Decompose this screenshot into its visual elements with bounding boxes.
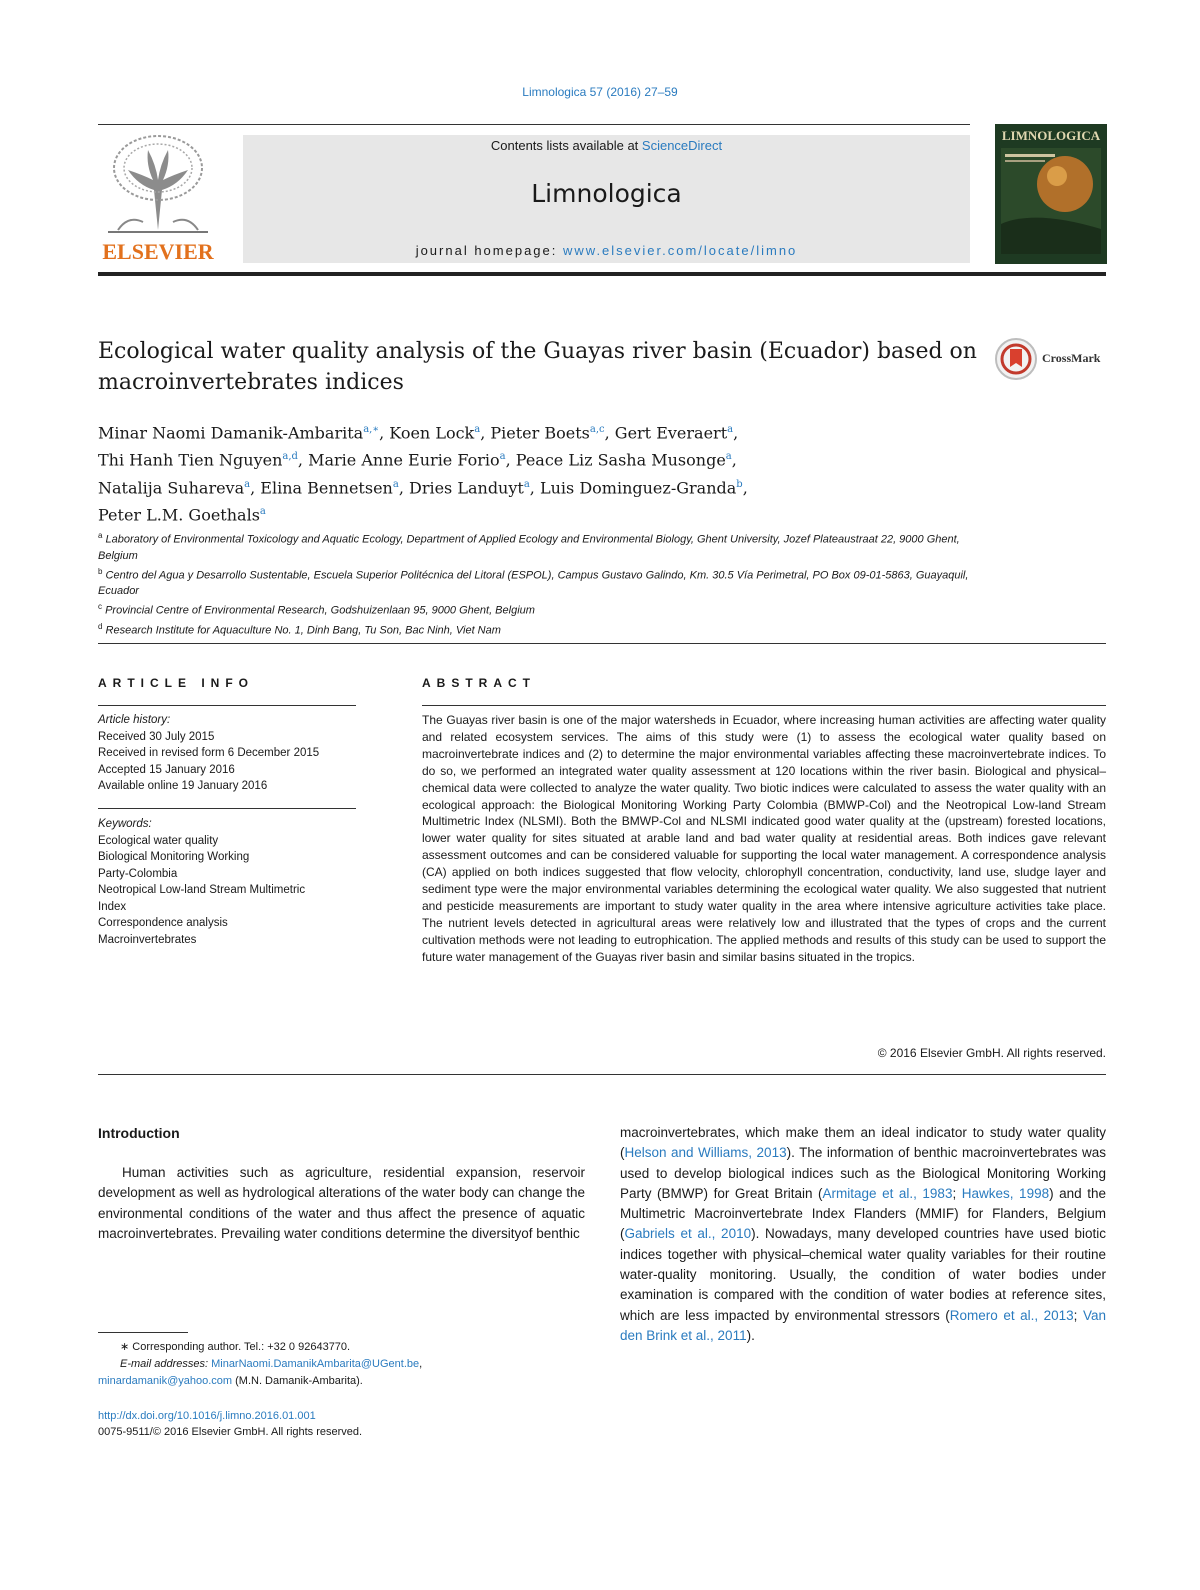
cover-image-icon xyxy=(995,124,1107,264)
author-affil[interactable]: a,d xyxy=(282,451,298,463)
affiliation-rule xyxy=(98,643,1106,644)
homepage-prefix: journal homepage: xyxy=(415,243,563,258)
contents-prefix: Contents lists available at xyxy=(490,138,642,153)
crossmark-icon xyxy=(994,337,1038,381)
intro-text: ; xyxy=(1073,1307,1083,1323)
email-link-1[interactable]: MinarNaomi.DamanikAmbarita@UGent.be xyxy=(211,1358,420,1370)
author-line-2 xyxy=(98,445,998,472)
author-line-3 xyxy=(98,473,998,500)
keyword-item: Ecological water quality xyxy=(98,834,219,847)
author-affil[interactable]: a xyxy=(725,451,732,463)
author-name[interactable]: Minar Naomi Damanik-Ambarita xyxy=(98,423,364,443)
keyword-item: Biological Monitoring Working xyxy=(98,851,250,863)
reference-link[interactable]: Van den Brink et al., 2011 xyxy=(620,1307,1106,1343)
affiliation-item xyxy=(98,619,978,639)
author-list xyxy=(98,418,998,527)
reference-link[interactable]: Helson and Williams, 2013 xyxy=(624,1145,787,1161)
article-title: Ecological water quality analysis of the Guayas river basin (Ecuador) based on macroinvertebrates indices xyxy=(98,339,977,395)
article-history xyxy=(98,712,360,795)
reference-link[interactable]: Gabriels et al., 2010 xyxy=(624,1226,752,1242)
reference-link[interactable]: Romero et al., 2013 xyxy=(949,1307,1074,1323)
keywords-label: Keywords: xyxy=(98,818,152,830)
intro-text: ; xyxy=(952,1185,962,1201)
abstract-copyright: © 2016 Elsevier GmbH. All rights reserved. xyxy=(877,1046,1106,1060)
author-affil[interactable]: a xyxy=(474,424,481,435)
cover-title: LIMNOLOGICA xyxy=(1001,128,1101,143)
affiliation-text: Centro del Agua y Desarrollo Sustentable, Escuela Superior Politécnica del Litoral (ESPOL), Campus Gustavo Galindo, Km. 30.5 Vía Perimetral, PO Box 09-01-5863, Guayaquil, Ecuador xyxy=(98,569,969,598)
author-sep: , xyxy=(529,477,540,497)
abstract-heading: ABSTRACT xyxy=(422,676,536,690)
intro-text: macroinvertebrates, which make them an ideal indicator to study water quality ( xyxy=(620,1125,1106,1161)
elsevier-logo xyxy=(98,130,238,265)
author-sep: , xyxy=(480,423,491,443)
affiliation-marker: d xyxy=(98,621,103,631)
abstract-bottom-rule xyxy=(98,1074,1106,1075)
homepage-link[interactable]: www.elsevier.com/locate/limno xyxy=(563,243,798,258)
author-sep: , xyxy=(379,423,390,443)
author-name[interactable]: Koen Lock xyxy=(389,423,475,443)
affiliation-marker: a xyxy=(98,531,103,540)
affiliation-text: Provincial Centre of Environmental Research, Godshuizenlaan 95, 9000 Ghent, Belgium xyxy=(105,604,535,617)
keyword-item: Index xyxy=(98,900,127,913)
keywords-rule xyxy=(98,808,356,809)
keyword-item: Neotropical Low-land Stream Multimetric xyxy=(98,884,306,896)
affiliation-marker: b xyxy=(98,566,103,576)
author-affil[interactable]: a xyxy=(392,478,399,490)
intro-text: ) and the Multimetric Macroinvertebrate Index Flanders (MMIF) for Flanders, Belgium ( xyxy=(620,1185,1106,1242)
email-link-2[interactable]: minardamanik@yahoo.com xyxy=(98,1375,233,1387)
author-affil[interactable]: a xyxy=(244,478,251,490)
contents-line xyxy=(243,138,970,153)
author-line-4 xyxy=(98,500,998,527)
history-accepted: Accepted 15 January 2016 xyxy=(98,763,235,776)
issn-copyright: 0075-9511/© 2016 Elsevier GmbH. All rights reserved. xyxy=(98,1426,363,1438)
author-name[interactable]: Elina Bennetsen xyxy=(260,477,393,497)
elsevier-tree-icon xyxy=(98,130,218,238)
footnote-rule xyxy=(98,1332,188,1333)
affiliation-item xyxy=(98,528,978,564)
crossmark-badge[interactable] xyxy=(994,337,1109,383)
history-revised: Received in revised form 6 December 2015 xyxy=(98,747,320,759)
affiliation-item xyxy=(98,564,978,600)
author-affil[interactable]: a xyxy=(259,505,266,517)
author-name[interactable]: Marie Anne Eurie Forio xyxy=(308,450,500,470)
journal-cover[interactable] xyxy=(995,124,1107,264)
reference-link[interactable]: Hawkes, 1998 xyxy=(961,1185,1050,1201)
header-thick-rule xyxy=(98,272,1106,276)
author-affil[interactable]: a xyxy=(523,478,530,490)
author-name[interactable]: Gert Everaert xyxy=(614,423,728,443)
email-separator: , xyxy=(419,1358,423,1370)
doi-link[interactable]: http://dx.doi.org/10.1016/j.limno.2016.01.001 xyxy=(98,1410,316,1422)
author-name[interactable]: Natalija Suhareva xyxy=(98,477,245,497)
keyword-item: Party-Colombia xyxy=(98,867,178,880)
article-info-heading: ARTICLE INFO xyxy=(98,676,254,690)
intro-text: ). Nowadays, many developed countries have used biotic indices together with physical–chemical water quality variables for their routine water-quality monitoring. Usually, the condition of water bodies under examination is compared with the condition of water bodies at reference sites, which are less impacted by environmental stressors ( xyxy=(620,1226,1106,1323)
author-sep: , xyxy=(742,477,748,497)
affiliations xyxy=(98,528,978,639)
article-info-rule xyxy=(98,705,356,706)
email-line-2 xyxy=(98,1373,588,1389)
author-sep: , xyxy=(604,423,615,443)
intro-text: ). The information of benthic macroinvertebrates was used to develop biological indices such as the Biological Monitoring Working Party (BMWP) for Great Britain ( xyxy=(620,1145,1107,1201)
author-name[interactable]: Luis Dominguez-Granda xyxy=(539,477,737,497)
author-affil[interactable]: a xyxy=(727,424,734,435)
journal-citation[interactable]: Limnologica 57 (2016) 27–59 xyxy=(522,85,678,99)
author-name[interactable]: Pieter Boets xyxy=(490,423,590,443)
introduction-heading: Introduction xyxy=(98,1125,180,1141)
journal-name: Limnologica xyxy=(531,179,682,208)
author-affil[interactable]: a,∗ xyxy=(363,424,380,435)
reference-link[interactable]: Armitage et al., 1983 xyxy=(822,1185,953,1201)
author-name[interactable]: Peace Liz Sasha Musonge xyxy=(515,450,726,470)
author-sep: , xyxy=(250,477,261,497)
affiliation-item xyxy=(98,599,978,619)
intro-right-paragraph xyxy=(620,1123,1106,1346)
header-rule xyxy=(98,124,970,125)
email-line xyxy=(120,1356,590,1372)
author-name[interactable]: Thi Hanh Tien Nguyen xyxy=(98,450,283,470)
abstract-rule xyxy=(422,705,1106,706)
journal-header-box xyxy=(243,135,970,263)
keyword-item: Correspondence analysis xyxy=(98,917,228,929)
intro-left-paragraph: Human activities such as agriculture, residential expansion, reservoir development as well as hydrological alterations of the water body can change the environmental conditions of the water and thus affect the presence of aquatic macroinvertebrates. Prevailing water conditions determine the diversityof benthic xyxy=(98,1165,585,1241)
affiliation-marker: c xyxy=(98,602,102,612)
keywords xyxy=(98,816,360,948)
author-name[interactable]: Dries Landuyt xyxy=(408,477,524,497)
author-sep: , xyxy=(505,450,516,470)
history-online: Available online 19 January 2016 xyxy=(98,780,268,792)
affiliation-text: Research Institute for Aquaculture No. 1, Dinh Bang, Tu Son, Bac Ninh, Viet Nam xyxy=(105,624,501,637)
author-affil[interactable]: a,c xyxy=(589,424,605,435)
author-name[interactable]: Peter L.M. Goethals xyxy=(98,505,260,525)
corresponding-author: ∗ Corresponding author. Tel.: +32 0 92643770. xyxy=(120,1341,351,1353)
homepage-line xyxy=(243,243,970,258)
author-line-1 xyxy=(98,418,998,445)
author-affil[interactable]: a xyxy=(499,451,506,463)
email-suffix: (M.N. Damanik-Ambarita). xyxy=(232,1375,363,1387)
author-sep: , xyxy=(733,423,739,443)
author-sep: , xyxy=(731,450,737,470)
keyword-item: Macroinvertebrates xyxy=(98,933,197,946)
affiliation-text: Laboratory of Environmental Toxicology and Aquatic Ecology, Department of Applied Ecology and Environmental Biology, Ghent University, Jozef Plateaustraat 22, 9000 Ghent, Belgium xyxy=(98,533,960,562)
crossmark-label: CrossMark xyxy=(1042,351,1101,365)
author-sep: , xyxy=(398,477,409,497)
history-received: Received 30 July 2015 xyxy=(98,730,215,743)
publisher-name: ELSEVIER xyxy=(102,239,214,264)
author-sep: , xyxy=(297,450,309,470)
sciencedirect-link[interactable]: ScienceDirect xyxy=(641,138,723,153)
author-affil[interactable]: b xyxy=(736,478,743,490)
email-label: E-mail addresses: xyxy=(120,1358,212,1370)
abstract-text: The Guayas river basin is one of the major watersheds in Ecuador, where increasing human activities are affecting water quality and related ecosystem services. The aims of this study were (1) to assess the ecological water quality based on macroinvertebrate indices and (2) to determine the major environmental variables affecting these macroinvertebrate indices. To do so, we performed an integrated water quality assessment at 120 locations within the river basin. Biological and physical–chemical data were collected to analyze the water quality. Two biotic indices were calculated to assess the water quality with an ecological approach: the Biological Monitoring Working Party Colombia (BMWP-Col) and the Neotropical Low-land Stream Multimetric Index (NLSMI). Both the BMWP-Col and NLSMI indicated good water quality at the (upstream) forested locations, lower water quality for sites situated at arable land and bad water quality at residential areas. Both indices gave relevant assessment outcomes and can be considered valuable for supporting the local water management. A correspondence analysis (CA) applied on both indices suggested that flow velocity, chlorophyll concentration, conductivity, land use, sludge layer and sediment type were the major environmental variables determining the ecological water quality. We also suggested that nutrient and pesticide measurements are important to study water quality in the area where intensive agriculture activities take place. The nutrient levels detected in agricultural areas were relatively low and illustrated that the types of crops and the current cultivation methods were not leading to eutrophication. The applied methods and results of this study can be used to support the future water management of the Guayas river basin and similar basins situated in the tropics. xyxy=(422,713,1106,964)
history-label: Article history: xyxy=(98,714,171,726)
intro-text: ). xyxy=(746,1327,755,1343)
